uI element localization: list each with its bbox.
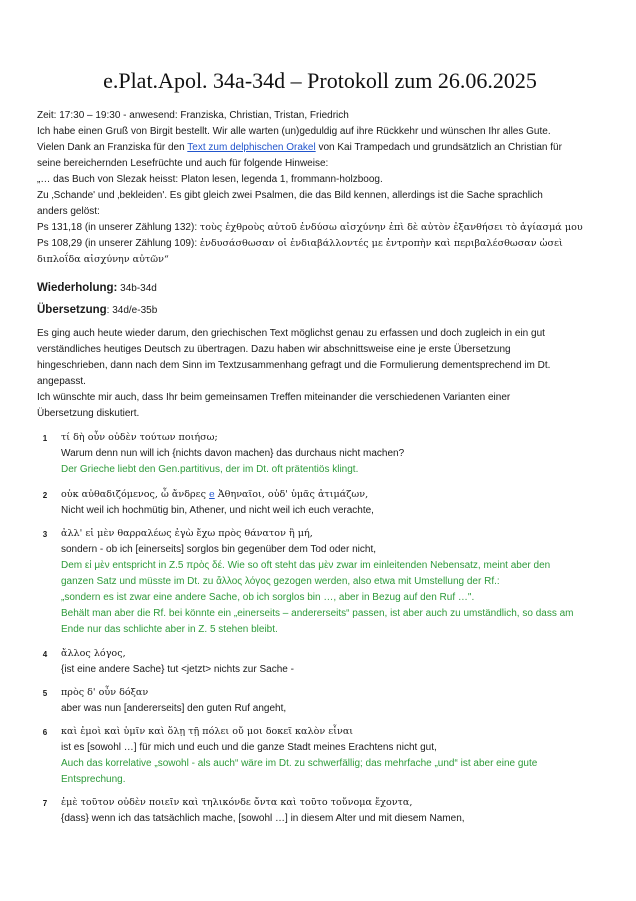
line-number: 4 — [42, 650, 48, 659]
body-text: Es ging auch heute wieder darum, den griechischen Text möglichst genau zu erfassen und doch zugleich in ein gut verständliches heutiges Deutsch zu übertragen. Dazu haben wir abschnittsweise eine je erste Übersetzung hingeschrieben, dann nach dem Sinn im Textzusammenhang gefragt und die Formulierung dementsprechend im Dt. angepasst. Ich wünschte mir auch, dass Ihr beim gemeinsamen Treffen miteinander die verschiedenen Varianten einer Übersetzung diskutiert. — [37, 328, 551, 419]
list-item — [61, 795, 601, 827]
line-number: 6 — [42, 728, 48, 737]
line-number: 1 — [42, 434, 48, 443]
translation: Nicht weil ich hochmütig bin, Athener, und nicht weil ich euch verachte, — [61, 505, 374, 516]
list-item — [61, 646, 601, 678]
thanks-text-cont: seine bereichernden Lesefrüchte und auch für folgende Hinweise: — [37, 158, 329, 169]
commentary: Ende nur das schlichte aber in Z. 5 stehen bleibt. — [61, 624, 278, 635]
commentary: Der Grieche liebt den Gen.partitivus, der im Dt. oft prätentiös klingt. — [61, 464, 359, 475]
line-number: 3 — [42, 530, 48, 539]
greek-text: καὶ ἐμοὶ καὶ ὑμῖν καὶ ὅλῃ τῇ πόλει οὔ μοι δοκεῖ καλὸν εἶναι — [61, 726, 354, 737]
translation: ist es [sowohl …] für mich und euch und die ganze Stadt meines Erachtens nicht gut, — [61, 742, 437, 753]
translation: aber was nun [andererseits] den guten Ruf angeht, — [61, 703, 287, 714]
commentary: Behält man aber die Rf. bei könnte ein „einerseits – andererseits“ passen, ist aber auch zu umständlich, so dass am — [61, 608, 574, 619]
thanks-text: Vielen Dank an Franziska für den Text zum delphischen Orakel von Kai Trampedach und grundsätzlich an Christian für — [37, 142, 562, 153]
meeting-info: Zeit: 17:30 – 19:30 - anwesend: Franziska, Christian, Tristan, Friedrich — [37, 110, 349, 121]
line-number: 5 — [42, 689, 48, 698]
line-number: 2 — [42, 491, 48, 500]
list-item — [61, 724, 601, 788]
delphic-oracle-link[interactable]: Text zum delphischen Orakel — [187, 142, 316, 153]
psalm-note-cont: anders gelöst: — [37, 206, 100, 217]
commentary: ganzen Satz und müsste im Dt. zu ἄλλος λόγος gezogen werden, also etwa mit Umstellung der Rf.: — [61, 576, 500, 587]
uebersetzung-heading: Übersetzung: 34d/e-35b — [37, 304, 158, 316]
slezak-note: „… das Buch von Slezak heisst: Platon lesen, legenda 1, frommann-holzboog. — [37, 174, 383, 185]
translation: {ist eine andere Sache} tut <jetzt> nichts zur Sache - — [61, 664, 294, 675]
list-item — [61, 487, 601, 519]
psalm-108: Ps 108,29 (in unserer Zählung 109): ἐνδυσάσθωσαν οἱ ἐνδιαβάλλοντές με ἐντροπὴν καὶ περιβαλέσθωσαν ὡσεὶ — [37, 238, 563, 249]
list-item — [61, 526, 601, 638]
commentary: Auch das korrelative „sowohl - als auch“ wäre im Dt. zu schwerfällig; das mehrfache „und“ ist aber eine gute — [61, 758, 538, 769]
intro-block — [37, 108, 603, 268]
greek-text: τί δὴ οὖν οὐδὲν τούτων ποιήσω; — [61, 432, 218, 443]
translation: Warum denn nun will ich {nichts davon machen} das durchaus nicht machen? — [61, 448, 405, 459]
greek-text: ἀλλ' εἰ μὲν θαρραλέως ἐγὼ ἔχω πρὸς θάνατον ἢ μή, — [61, 528, 313, 539]
page-title: e.Plat.Apol. 34a-34d – Protokoll zum 26.06.2025 — [103, 68, 537, 93]
list-item — [61, 430, 601, 478]
line-number: 7 — [42, 799, 48, 808]
greeting-text: Ich habe einen Gruß von Birgit bestellt. Wir alle warten (un)geduldig auf ihre Rückkehr und wünschen Ihr alles Gute. — [37, 126, 551, 137]
translation: sondern - ob ich [einerseits] sorglos bin gegenüber dem Tod oder nicht, — [61, 544, 377, 555]
greek-text: ἐμὲ τοῦτον οὐδὲν ποιεῖν καὶ τηλικόνδε ὄντα καὶ τοῦτο τοὔνομα ἔχοντα, — [61, 797, 413, 808]
wiederholung-heading: Wiederholung: 34b-34d — [37, 282, 157, 294]
psalm-108-cont: διπλοΐδα αἰσχύνην αὐτῶν“ — [37, 254, 169, 265]
commentary: „sondern es ist zwar eine andere Sache, ob ich sorglos bin …, aber in Bezug auf den Ruf …". — [61, 592, 475, 603]
list-item — [61, 685, 601, 717]
greek-text: πρὸς δ' οὖν δόξαν — [61, 687, 149, 698]
translation: {dass} wenn ich das tatsächlich mache, [sowohl …] in diesem Alter und mit diesem Namen, — [61, 813, 465, 824]
psalm-note: Zu ‚Schande' und ‚bekleiden'. Es gibt gleich zwei Psalmen, die das Bild kennen, allerdings ist die Sache sprachlich — [37, 190, 543, 201]
greek-text: οὐκ αὐθαδιζόμενος, ὦ ἄνδρες e Ἀθηναῖοι, οὐδ' ὑμᾶς ἀτιμάζων, — [61, 489, 369, 500]
text-link[interactable]: e — [209, 489, 215, 500]
psalm-131: Ps 131,18 (in unserer Zählung 132): τοὺς ἐχθροὺς αὐτοῦ ἐνδύσω αἰσχύνην ἐπὶ δὲ αὐτὸν ἐξανθήσει τὸ ἁγίασμά μου — [37, 222, 583, 233]
commentary: Dem εἰ μὲν entspricht in Z.5 πρὸς δέ. Wie so oft steht das μὲν zwar im einleitenden Nebensatz, meint aber den — [61, 560, 551, 571]
greek-text: ἄλλος λόγος, — [61, 648, 126, 659]
commentary: Entsprechung. — [61, 774, 126, 785]
